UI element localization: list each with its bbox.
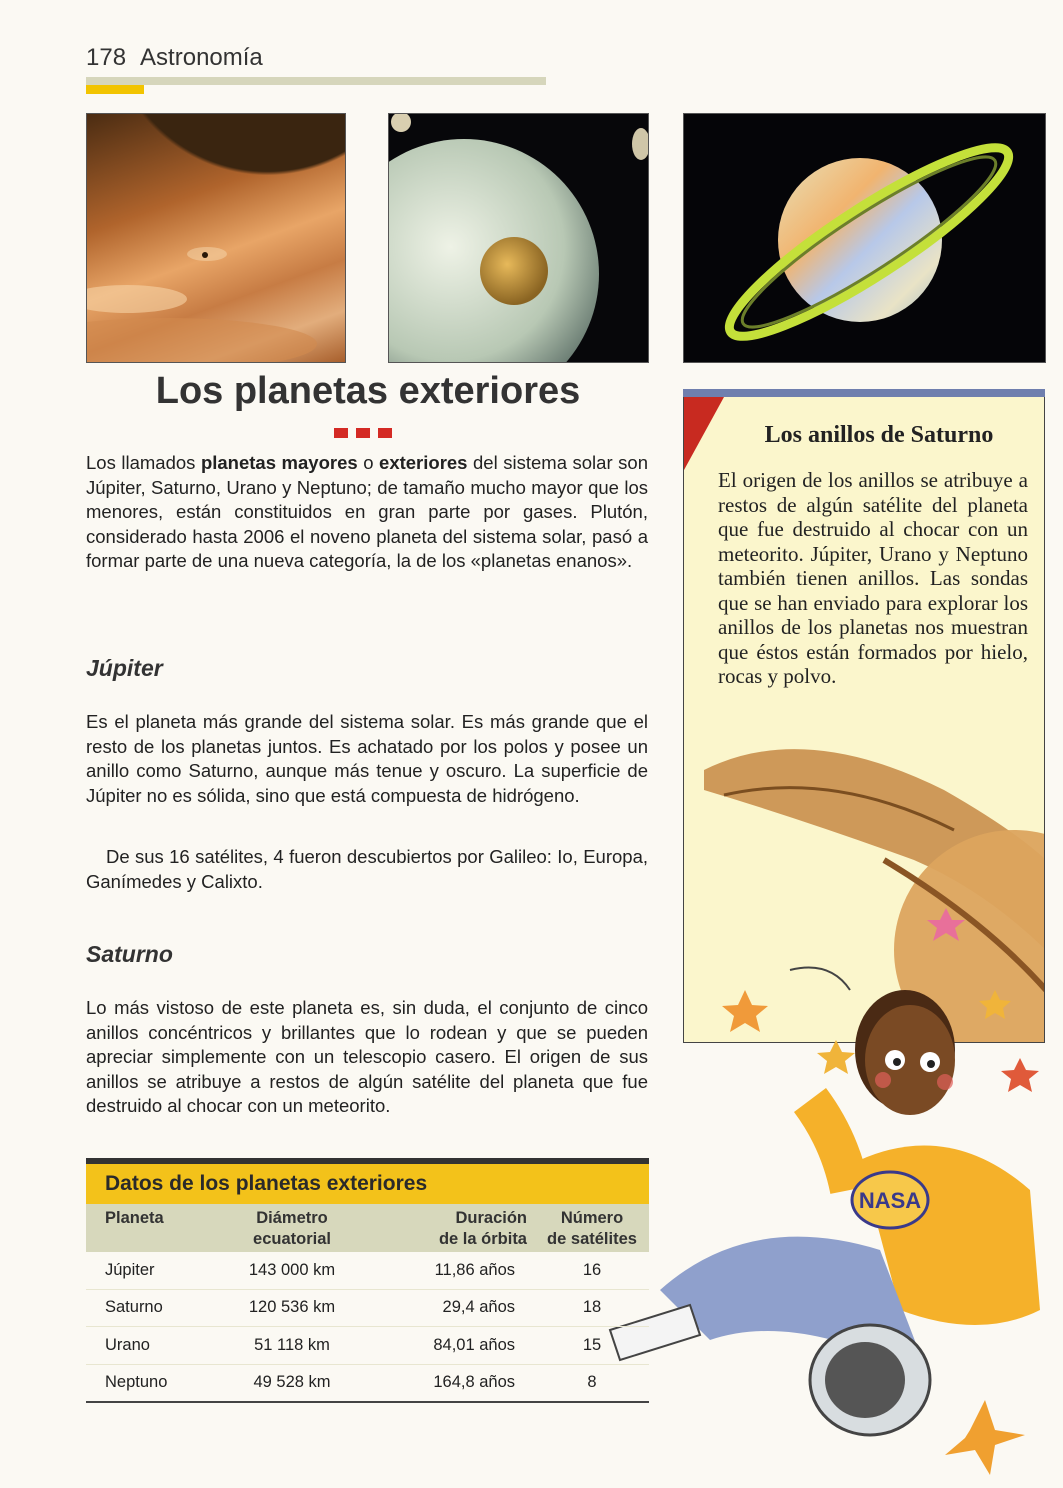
table-row bbox=[86, 1289, 649, 1327]
jupiter-satellites-paragraph: De sus 16 satélites, 4 fueron descubiertos por Galileo: Io, Europa, Ganímedes y Calixto. bbox=[86, 846, 648, 892]
sidebar-box bbox=[683, 389, 1045, 1043]
page-title: Los planetas exteriores bbox=[155, 370, 581, 412]
cell-planeta: Neptuno bbox=[86, 1364, 217, 1402]
intro-text: Los llamados bbox=[86, 452, 201, 473]
sidebar-title: Los anillos de Saturno bbox=[764, 422, 994, 448]
table-row bbox=[86, 1327, 649, 1365]
planet-data-table bbox=[86, 1158, 649, 1403]
cell-orbita: 29,4 años bbox=[367, 1289, 535, 1327]
star-icon bbox=[722, 990, 768, 1032]
cell-diametro: 51 118 km bbox=[217, 1327, 367, 1365]
header-rule bbox=[86, 77, 546, 85]
cell-satelites: 15 bbox=[535, 1327, 649, 1365]
uranus-photo-art bbox=[389, 114, 648, 362]
header-label: Planeta bbox=[105, 1209, 164, 1227]
cell-diametro: 143 000 km bbox=[217, 1252, 367, 1289]
header-label: ecuatorial bbox=[253, 1230, 331, 1248]
page-header bbox=[86, 44, 263, 72]
uranus-photo bbox=[388, 113, 649, 363]
jupiter-photo bbox=[86, 113, 346, 363]
column-header-diametro bbox=[217, 1204, 367, 1252]
table-row bbox=[86, 1252, 649, 1289]
cell-satelites: 8 bbox=[535, 1364, 649, 1402]
jupiter-photo-art bbox=[87, 114, 345, 362]
table-title: Datos de los planetas exteriores bbox=[86, 1158, 649, 1204]
saturn-photo-art bbox=[684, 114, 1045, 362]
cell-diametro: 49 528 km bbox=[217, 1364, 367, 1402]
sidebar-top-bar bbox=[683, 389, 1045, 397]
intro-text: o bbox=[357, 452, 380, 473]
intro-bold-term: exteriores bbox=[379, 452, 468, 473]
cell-orbita: 11,86 años bbox=[367, 1252, 535, 1289]
column-header-orbita bbox=[367, 1204, 535, 1252]
cell-orbita: 164,8 años bbox=[367, 1364, 535, 1402]
header-label: de la órbita bbox=[438, 1230, 527, 1248]
table-header-row bbox=[86, 1204, 649, 1252]
star-icon bbox=[1001, 1058, 1039, 1092]
title-ornament-square bbox=[356, 428, 370, 438]
cell-diametro: 120 536 km bbox=[217, 1289, 367, 1327]
header-label: Número bbox=[560, 1209, 624, 1227]
title-ornament-square bbox=[334, 428, 348, 438]
table bbox=[86, 1204, 649, 1403]
saturn-paragraph: Lo más vistoso de este planeta es, sin duda, el conjunto de cinco anillos concéntricos y brillantes que lo rodean y que se pueden apreciar simplemente con un telescopio casero. El origen de sus anillos se atribuye a restos de algún satélite del planeta que fue destruido al chocar con un meteorito. bbox=[86, 997, 648, 1116]
header-accent bbox=[86, 85, 144, 94]
column-header-satelites bbox=[535, 1204, 649, 1252]
column-header-planeta bbox=[86, 1204, 217, 1252]
section-name: Astronomía bbox=[140, 44, 263, 71]
sidebar-text: El origen de los anillos se atribuye a restos de algún satélite del planeta que fue destruido al chocar con un meteorito. Júpiter, Urano y Neptuno también tienen anillos. Las sondas que se han enviado para explorar los anillos de los planetas nos muestran que éstos están formados por hielo, rocas y polvo. bbox=[718, 468, 1028, 688]
cell-planeta: Saturno bbox=[86, 1289, 217, 1327]
cell-planeta: Júpiter bbox=[86, 1252, 217, 1289]
page-number: 178 bbox=[86, 44, 127, 71]
title-ornament-square bbox=[378, 428, 392, 438]
star-icon bbox=[979, 990, 1011, 1019]
header-label: Duración bbox=[455, 1209, 527, 1227]
star-icon bbox=[817, 1040, 855, 1074]
jupiter-paragraph: Es el planeta más grande del sistema solar. Es más grande que el resto de los planetas juntos. Es achatado por los polos y posee un anillo como Saturno, aunque más tenue y oscuro. La superficie de Júpiter no es sólida, sino que está compuesta de hidrógeno. bbox=[86, 711, 648, 806]
cell-satelites: 18 bbox=[535, 1289, 649, 1327]
header-label: de satélites bbox=[547, 1230, 637, 1248]
jupiter-heading: Júpiter bbox=[86, 655, 163, 681]
cell-orbita: 84,01 años bbox=[367, 1327, 535, 1365]
saturn-heading: Saturno bbox=[86, 941, 173, 967]
cell-planeta: Urano bbox=[86, 1327, 217, 1365]
intro-bold-term: planetas mayores bbox=[200, 452, 358, 473]
saturn-photo bbox=[683, 113, 1046, 363]
shirt-logo-text: NASA bbox=[858, 1188, 922, 1213]
header-label: Diámetro bbox=[256, 1209, 328, 1227]
cell-satelites: 16 bbox=[535, 1252, 649, 1289]
astronaut-kid-illustration bbox=[600, 960, 1063, 1488]
intro-text: del sistema solar son Júpiter, Saturno, Urano y Neptuno; de tamaño mucho mayor que los menores, están constituidos en gran parte por gases. Plutón, considerado hasta 2006 el noveno planeta del sistema solar, pasó a formar parte de una nueva categoría, la de los «planetas enanos». bbox=[86, 452, 648, 571]
intro-paragraph bbox=[86, 451, 648, 574]
table-row bbox=[86, 1364, 649, 1402]
